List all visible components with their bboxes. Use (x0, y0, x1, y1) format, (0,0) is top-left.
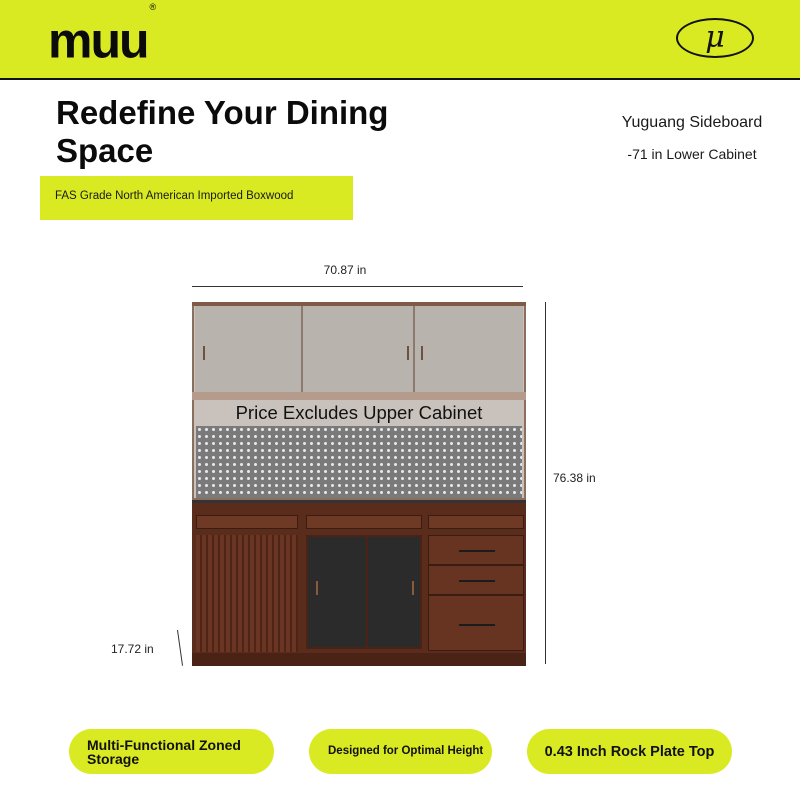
depth-dimension-line (177, 630, 183, 666)
smoked-glass-divider (366, 537, 368, 647)
smoked-glass-doors (306, 535, 422, 649)
width-dimension-label: 70.87 in (323, 263, 367, 277)
upper-shelf (192, 392, 526, 400)
drawer-pull-icon (459, 550, 495, 552)
height-dimension-label: 76.38 in (553, 471, 596, 485)
glass-door-right (415, 306, 523, 392)
door-handle-icon (316, 581, 318, 595)
glass-door-left (195, 306, 303, 392)
height-dimension-line (545, 302, 546, 664)
material-chip: FAS Grade North American Imported Boxwood (40, 176, 353, 220)
brand-logo[interactable] (48, 2, 155, 69)
top-drawer-center (306, 515, 422, 529)
product-variant: -71 in Lower Cabinet (627, 146, 757, 162)
top-drawer-right (428, 515, 524, 529)
feature-pill: Designed for Optimal Height (309, 729, 492, 774)
drawer (428, 535, 524, 565)
feature-pill: Multi-Functional Zoned Storage (69, 729, 274, 774)
top-drawer-left (196, 515, 298, 529)
feature-pill: 0.43 Inch Rock Plate Top (527, 729, 732, 774)
drawer (428, 595, 524, 651)
page-headline: Redefine Your Dining Space (56, 94, 389, 169)
upper-glass-doors (195, 306, 523, 392)
lower-cabinet (192, 503, 526, 666)
drawer (428, 565, 524, 595)
drawer-pull-icon (459, 624, 495, 626)
door-handle-icon (412, 581, 414, 595)
brand-wordmark: muu (48, 12, 148, 69)
registered-mark: ® (149, 2, 155, 12)
upper-cabinet (192, 302, 526, 500)
depth-dimension-label: 17.72 in (111, 642, 154, 656)
price-exclusion-note: Price Excludes Upper Cabinet (235, 402, 483, 423)
drawer-pull-icon (459, 580, 495, 582)
door-handle-icon (407, 346, 409, 360)
fluted-door (196, 535, 298, 652)
door-handle-icon (203, 346, 205, 360)
mu-badge-icon: μ (676, 18, 754, 58)
product-name: Yuguang Sideboard (621, 114, 763, 131)
door-handle-icon (421, 346, 423, 360)
pegboard-panel (196, 426, 522, 498)
header-bar (0, 0, 800, 80)
width-dimension-line (192, 286, 523, 287)
cabinet-plinth (192, 653, 526, 666)
glass-door-center (303, 306, 415, 392)
sideboard-illustration (192, 302, 526, 666)
